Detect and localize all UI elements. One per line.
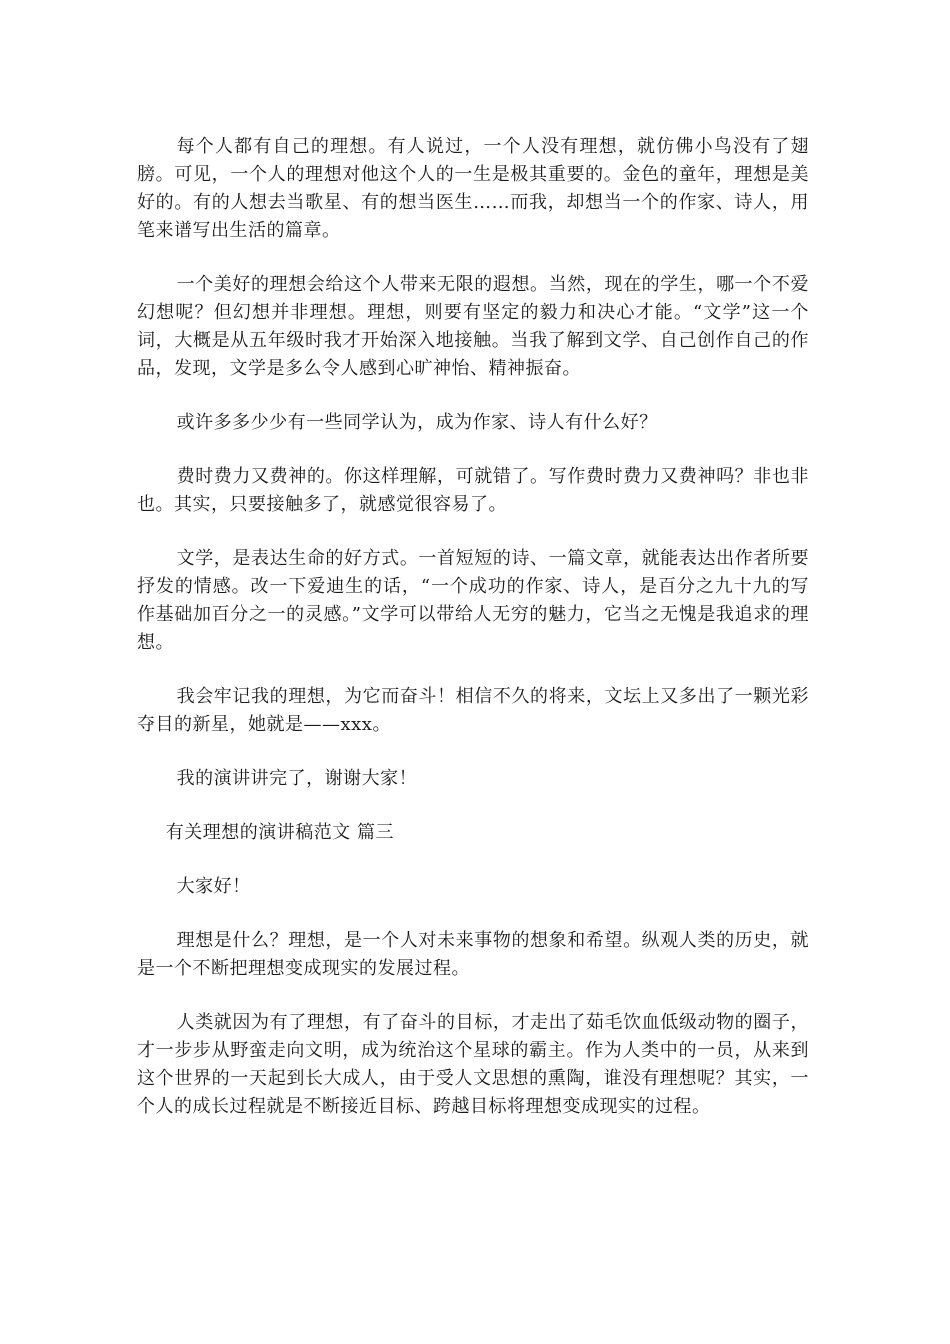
paragraph-5: 文学，是表达生命的好方式。一首短短的诗、一篇文章，就能表达出作者所要抒发的情感。改一下爱迪生的话，“一个成功的作家、诗人，是百分之九十九的写作基础加百分之一的灵感。”文学可以带给人无穷的魅力，它当之无愧是我追求的理想。 bbox=[137, 548, 809, 653]
paragraph-7: 我的演讲讲完了，谢谢大家！ bbox=[176, 768, 418, 789]
section-greeting: 大家好！ bbox=[176, 876, 251, 897]
section-paragraph-1: 理想是什么？理想，是一个人对未来事物的想象和希望。纵观人类的历史，就是一个不断把理想变成现实的发展过程。 bbox=[137, 930, 809, 979]
section-heading: 有关理想的演讲稿范文 篇三 bbox=[165, 822, 395, 843]
document-body bbox=[137, 133, 809, 1147]
paragraph-4: 费时费力又费神的。你这样理解，可就错了。写作费时费力又费神吗？非也非也。其实，只要接触多了，就感觉很容易了。 bbox=[137, 466, 809, 515]
section-paragraph-2: 人类就因为有了理想，有了奋斗的目标，才走出了茹毛饮血低级动物的圈子，才一步步从野蛮走向文明，成为统治这个星球的霸主。作为人类中的一员，从来到这个世界的一天起到长大成人，由于受人文思想的熏陶，谁没有理想呢？其实，一个人的成长过程就是不断接近目标、跨越目标将理想变成现实的过程。 bbox=[137, 1012, 809, 1117]
paragraph-2: 一个美好的理想会给这个人带来无限的遐想。当然，现在的学生，哪一个不爱幻想呢？但幻想并非理想。理想，则要有坚定的毅力和决心才能。“文学”这一个词，大概是从五年级时我才开始深入地接触。当我了解到文学、自己创作自己的作品，发现，文学是多么令人感到心旷神怡、精神振奋。 bbox=[137, 274, 809, 379]
paragraph-1: 每个人都有自己的理想。有人说过，一个人没有理想，就仿佛小鸟没有了翅膀。可见，一个人的理想对他这个人的一生是极其重要的。金色的童年，理想是美好的。有的人想去当歌星、有的想当医生……而我，却想当一个的作家、诗人，用笔来谱写出生活的篇章。 bbox=[137, 136, 809, 241]
paragraph-6: 我会牢记我的理想，为它而奋斗！相信不久的将来，文坛上又多出了一颗光彩夺目的新星，她就是——xxx。 bbox=[137, 686, 809, 735]
paragraph-3: 或许多多少少有一些同学认为，成为作家、诗人有什么好？ bbox=[176, 412, 658, 433]
